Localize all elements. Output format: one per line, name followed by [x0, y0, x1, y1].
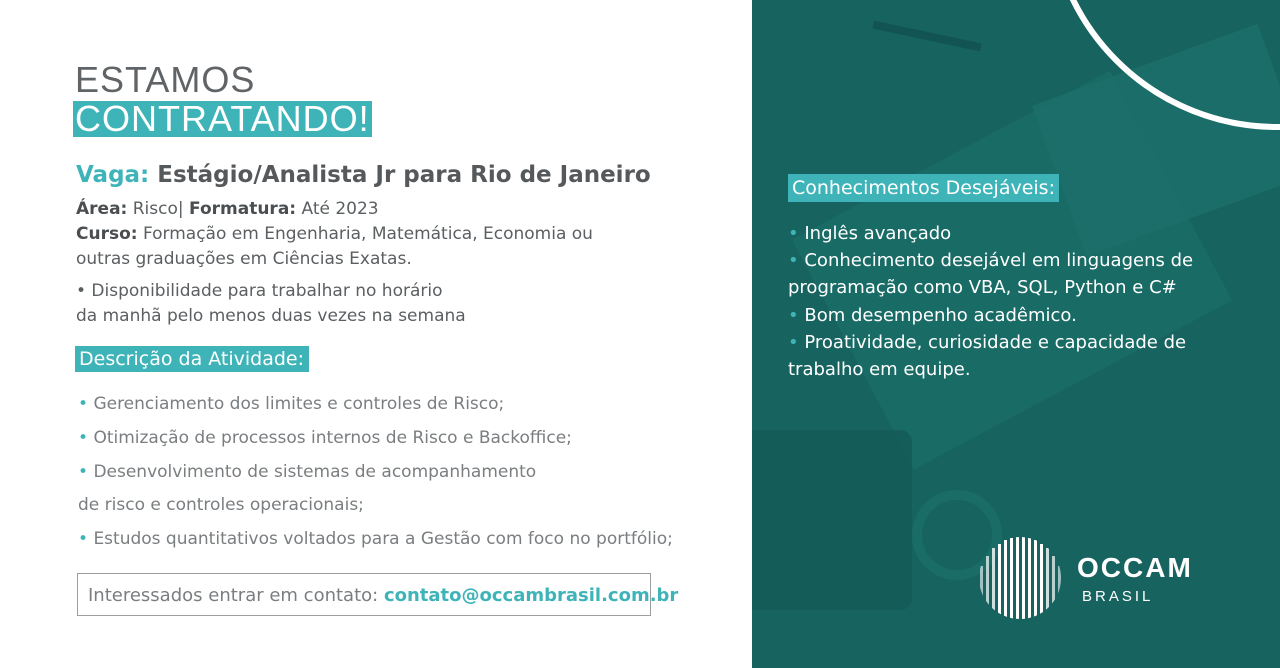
logo-wordmark: OCCAM [1077, 552, 1193, 583]
bullet-icon: • [788, 250, 799, 271]
knowledge-item [788, 332, 1186, 353]
bullet-icon: • [78, 462, 89, 482]
curso-label: Curso: [76, 224, 138, 244]
bullet-icon: • [788, 305, 799, 326]
bullet-icon: • [78, 529, 89, 549]
bullet-icon: • [78, 394, 89, 414]
vaga-value: Estágio/Analista Jr para Rio de Janeiro [149, 162, 651, 188]
activity-text: Estudos quantitativos voltados para a Gestão com foco no portfólio; [93, 529, 673, 549]
knowledge-item-continued: trabalho em equipe. [788, 359, 971, 380]
area-label: Área: [76, 199, 128, 219]
background-texture [872, 21, 981, 52]
contact-email-link[interactable]: contato@occambrasil.com.br [383, 585, 679, 606]
bullet-icon: • [788, 223, 799, 244]
activity-item [78, 428, 572, 448]
formatura-value: Até 2023 [296, 199, 379, 219]
area-value: Risco| [127, 199, 190, 219]
activity-text: Desenvolvimento de sistemas de acompanhamento [93, 462, 537, 482]
activities-title: Descrição da Atividade: [75, 346, 309, 372]
activity-item [78, 394, 504, 414]
activity-text: Otimização de processos internos de Risco e Backoffice; [93, 428, 572, 448]
knowledge-item-continued: programação como VBA, SQL, Python e C# [788, 277, 1177, 298]
vaga-label: Vaga: [76, 162, 150, 188]
headline-contratando: CONTRATANDO! [75, 98, 370, 139]
activity-item-continued: de risco e controles operacionais; [78, 495, 364, 515]
availability-line-2: da manhã pelo menos duas vezes na semana [76, 306, 466, 326]
right-panel [752, 0, 1280, 668]
contact-line [88, 585, 678, 606]
knowledge-item [788, 223, 951, 244]
activity-item [78, 462, 536, 482]
knowledge-text: Inglês avançado [804, 223, 952, 244]
bullet-icon: • [78, 428, 89, 448]
activity-text: Gerenciamento dos limites e controles de Risco; [93, 394, 505, 414]
job-title [76, 162, 651, 188]
formatura-label: Formatura: [189, 199, 297, 219]
bullet-icon: • [788, 332, 799, 353]
knowledge-text: Bom desempenho acadêmico. [804, 305, 1077, 326]
availability-line-1: • Disponibilidade para trabalhar no horário [76, 281, 443, 301]
knowledge-title: Conhecimentos Desejáveis: [788, 174, 1059, 202]
curso-line [76, 224, 593, 244]
occam-logo-icon [978, 536, 1062, 620]
logo-subtitle: BRASIL [1082, 588, 1154, 605]
contact-label: Interessados entrar em contato: [88, 585, 384, 606]
curso-line-2: outras graduações em Ciências Exatas. [76, 249, 412, 269]
contact-box [77, 573, 679, 616]
area-line [76, 199, 379, 219]
knowledge-item [788, 305, 1077, 326]
curso-value: Formação em Engenharia, Matemática, Economia ou [137, 224, 593, 244]
background-texture [752, 430, 912, 610]
activity-item [78, 529, 673, 549]
headline-estamos: ESTAMOS [75, 59, 256, 100]
knowledge-text: Conhecimento desejável em linguagens de [804, 250, 1194, 271]
knowledge-text: Proatividade, curiosidade e capacidade de [804, 332, 1187, 353]
knowledge-item [788, 250, 1193, 271]
